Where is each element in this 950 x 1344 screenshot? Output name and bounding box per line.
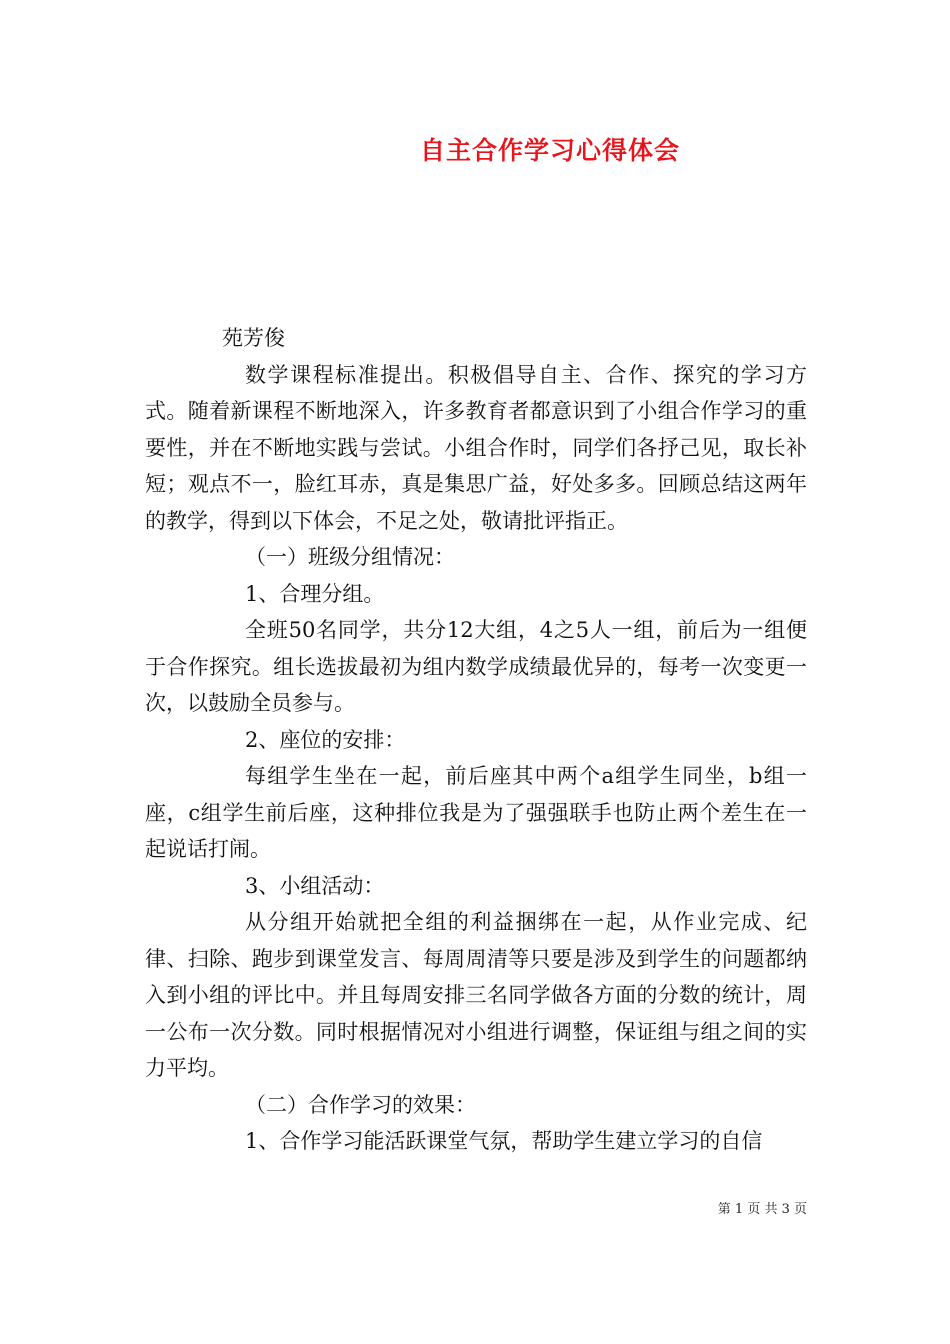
paragraph-grouping: 全班50名同学，共分12大组，4之5人一组，前后为一组便于合作探究。组长选拔最初为组内数学成绩最优异的，每考一次变更一次，以鼓励全员参与。 (145, 618, 807, 715)
page-number: 第 1 页 共 3 页 (717, 1202, 807, 1217)
subheading-activities: 3、小组活动： (245, 873, 385, 898)
paragraph-effects: 1、合作学习能活跃课堂气氛，帮助学生建立学习的自信 (245, 1129, 763, 1153)
paragraph-seating: 每组学生坐在一起，前后座其中两个a组学生同坐，b组一座，c组学生前后座，这种排位我是为了强强联手也防止两个差生在一起说话打闹。 (145, 764, 807, 861)
section-heading-1: （一）班级分组情况： (245, 545, 455, 569)
subheading-seating: 2、座位的安排： (245, 727, 406, 752)
paragraph-intro: 数学课程标准提出。积极倡导自主、合作、探究的学习方式。随着新课程不断地深入，许多教育者都意识到了小组合作学习的重要性，并在不断地实践与尝试。小组合作时，同学们各抒己见，取长补短；观点不一，脸红耳赤，真是集思广益，好处多多。回顾总结这两年的教学，得到以下体会，不足之处，敬请批评指正。 (145, 362, 807, 533)
paragraph-activities: 从分组开始就把全组的利益捆绑在一起，从作业完成、纪律、扫除、跑步到课堂发言、每周周清等只要是涉及到学生的问题都纳入到小组的评比中。并且每周安排三名同学做各方面的分数的统计，周一公布一次分数。同时根据情况对小组进行调整，保证组与组之间的实力平均。 (145, 910, 807, 1080)
section-heading-2: （二）合作学习的效果： (245, 1092, 476, 1117)
document-title: 自主合作学习心得体会 (419, 136, 680, 165)
subheading-grouping: 1、合理分组。 (245, 581, 385, 606)
author-name: 苑芳俊 (222, 326, 285, 350)
document-body (145, 320, 807, 1160)
